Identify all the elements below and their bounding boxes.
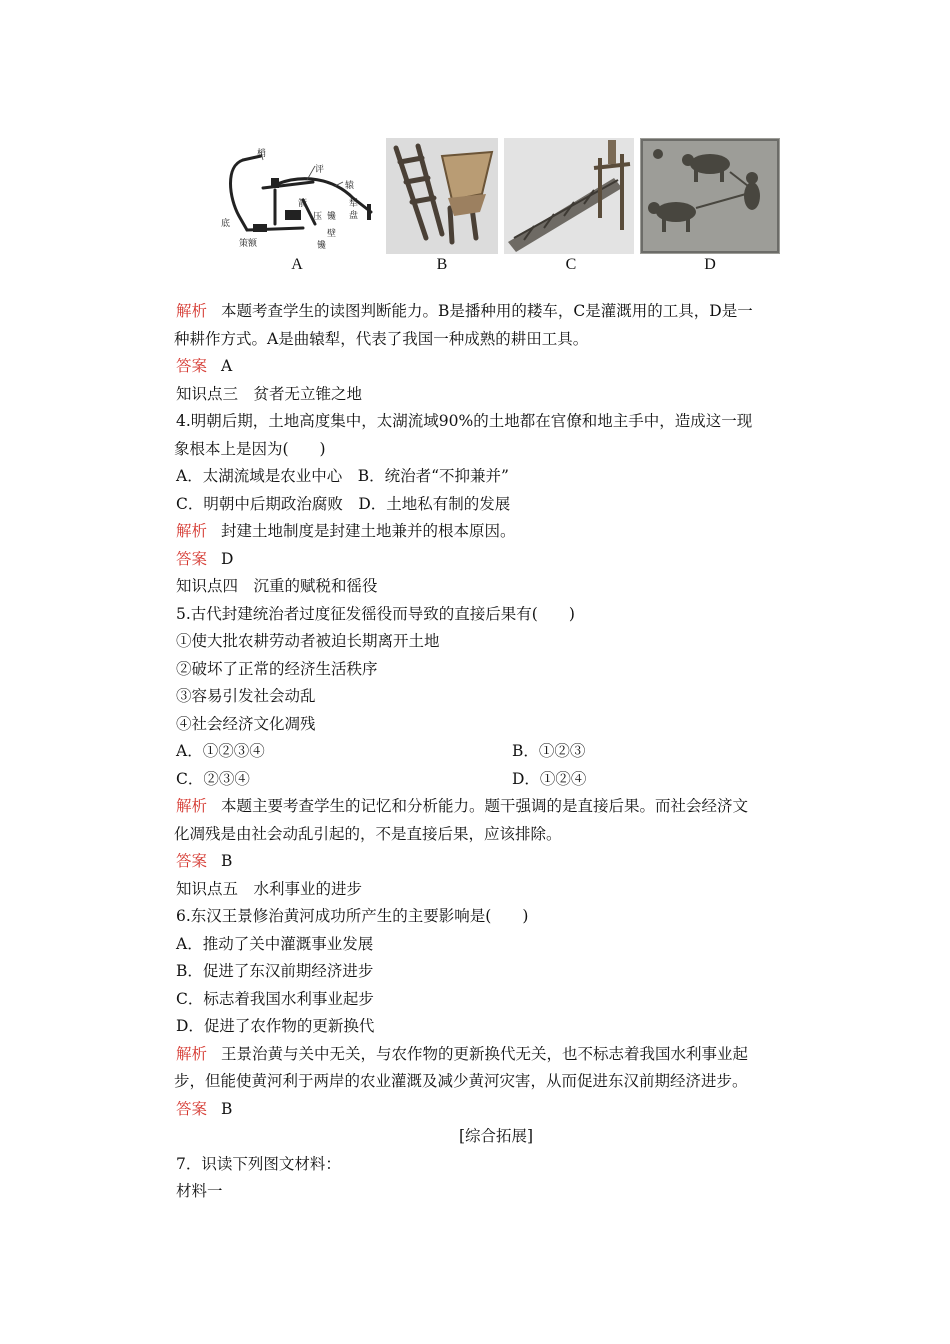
answer-label: 答案 bbox=[176, 357, 208, 375]
q3-analysis-text: 本题考查学生的读图判断能力。B是播种用的耧车，C是灌溉用的工具，D是一 bbox=[221, 302, 753, 320]
q4-answer-value: D bbox=[221, 549, 234, 568]
q6-analysis-line1 bbox=[176, 1041, 816, 1069]
q6-answer-value: B bbox=[221, 1099, 233, 1118]
plow-label-ya: 压 bbox=[313, 212, 323, 222]
q5-analysis-text: 本题主要考查学生的记忆和分析能力。题干强调的是直接后果。而社会经济文 bbox=[221, 797, 749, 815]
q3-answer-value: A bbox=[221, 357, 233, 375]
plow-diagram bbox=[203, 138, 381, 258]
answer-label: 答案 bbox=[176, 852, 208, 870]
q5-item-4: ④社会经济文化凋残 bbox=[176, 714, 316, 733]
plow-label-yuan: 辕 bbox=[345, 181, 355, 191]
q6-option-b: B．促进了东汉前期经济进步 bbox=[176, 962, 374, 980]
q3-analysis-line1 bbox=[176, 298, 816, 326]
analysis-label: 解析 bbox=[176, 797, 208, 815]
q6-option-d: D．促进了农作物的更新换代 bbox=[176, 1017, 375, 1035]
q4-options-ab: A．太湖流域是农业中心 B．统治者“不抑兼并” bbox=[176, 467, 509, 485]
answer-label: 答案 bbox=[176, 1099, 208, 1118]
figure-label-d: D bbox=[704, 256, 716, 273]
knowledge-point-5: 知识点五 水利事业的进步 bbox=[176, 879, 363, 898]
q5-item-3: ③容易引发社会动乱 bbox=[176, 687, 316, 705]
ox-plowing-image bbox=[640, 138, 780, 254]
plow-label-bi: 壁 bbox=[327, 229, 337, 239]
q7-material: 材料一 bbox=[176, 1182, 223, 1200]
q5-options-ab bbox=[176, 738, 816, 766]
irrigation-tool-image bbox=[504, 138, 634, 254]
irrigation-tool-photo bbox=[504, 138, 634, 254]
q5-analysis-line1 bbox=[176, 793, 816, 821]
q6-option-c: C．标志着我国水利事业起步 bbox=[176, 989, 374, 1008]
knowledge-point-3: 知识点三 贫者无立锥之地 bbox=[176, 384, 363, 403]
q6-stem: 6.东汉王景修治黄河成功所产生的主要影响是( ) bbox=[176, 907, 529, 925]
q6-analysis-text: 王景治黄与关中无关，与农作物的更新换代无关，也不标志着我国水利事业起 bbox=[221, 1044, 749, 1063]
ox-plowing-relief bbox=[640, 138, 780, 254]
q5-stem: 5.古代封建统治者过度征发徭役而导致的直接后果有( ) bbox=[176, 604, 575, 623]
q5-option-c: C．②③④ bbox=[176, 769, 250, 788]
q4-analysis bbox=[176, 518, 816, 546]
plow-label-chan-b: 镵 bbox=[317, 241, 327, 251]
plow-label-ping: 评 bbox=[315, 165, 325, 175]
section-heading: [综合拓展] bbox=[458, 1127, 534, 1145]
plow-label-jian: 箭 bbox=[298, 199, 308, 209]
question-text bbox=[176, 298, 816, 1206]
q6-answer bbox=[176, 1096, 816, 1124]
q4-stem-line1: 4.明朝后期，土地高度集中，太湖流域90%的土地都在官僚和地主手中，造成这一现 bbox=[176, 412, 753, 430]
q6-analysis-line2: 步，但能使黄河利于两岸的农业灌溉及减少黄河灾害，从而促进东汉前期经济进步。 bbox=[174, 1072, 748, 1090]
q4-stem-line2: 象根本上是因为( ) bbox=[174, 439, 326, 458]
q7-stem: 7．识读下列图文材料： bbox=[176, 1154, 341, 1173]
q4-answer bbox=[176, 546, 816, 574]
plow-label-pan: 盘 bbox=[349, 211, 359, 221]
q3-analysis-line2: 种耕作方式。A是曲辕犁，代表了我国一种成熟的耕田工具。 bbox=[174, 329, 589, 348]
figure-label-a: A bbox=[291, 256, 303, 273]
plow-label-di: 底 bbox=[221, 219, 231, 229]
q5-answer-value: B bbox=[221, 852, 233, 870]
seed-drill-image bbox=[386, 138, 498, 254]
q5-answer bbox=[176, 848, 816, 876]
q5-analysis-line2: 化凋残是由社会动乱引起的，不是直接后果，应该排除。 bbox=[174, 824, 562, 843]
q4-options-cd: C．明朝中后期政治腐败 D．土地私有制的发展 bbox=[176, 494, 511, 513]
knowledge-point-4: 知识点四 沉重的赋税和徭役 bbox=[176, 577, 378, 595]
q5-option-d: D．①②④ bbox=[512, 769, 587, 788]
plow-label-li: 犁 bbox=[349, 199, 359, 209]
seed-drill-photo bbox=[386, 138, 498, 254]
q3-answer bbox=[176, 353, 816, 381]
figure-label-c: C bbox=[565, 256, 577, 273]
q5-option-a: A．①②③④ bbox=[176, 742, 265, 760]
plow-label-cehe: 策额 bbox=[239, 239, 258, 249]
q5-options-cd bbox=[176, 766, 816, 794]
q5-item-2: ②破坏了正常的经济生活秩序 bbox=[176, 659, 378, 678]
plow-label-shao: 梢 bbox=[257, 149, 267, 159]
q4-analysis-text: 封建土地制度是封建土地兼并的根本原因。 bbox=[221, 522, 516, 540]
analysis-label: 解析 bbox=[176, 1044, 208, 1063]
analysis-label: 解析 bbox=[176, 522, 208, 540]
answer-label: 答案 bbox=[176, 549, 208, 568]
q5-option-b: B．①②③ bbox=[512, 742, 586, 760]
q6-option-a: A．推动了关中灌溉事业发展 bbox=[176, 934, 374, 953]
figure-label-b: B bbox=[436, 256, 448, 273]
analysis-label: 解析 bbox=[176, 302, 208, 320]
plow-label-chan-a: 镵 bbox=[327, 212, 337, 222]
q5-item-1: ①使大批农耕劳动者被迫长期离开土地 bbox=[176, 632, 440, 650]
figure-row bbox=[203, 138, 781, 286]
